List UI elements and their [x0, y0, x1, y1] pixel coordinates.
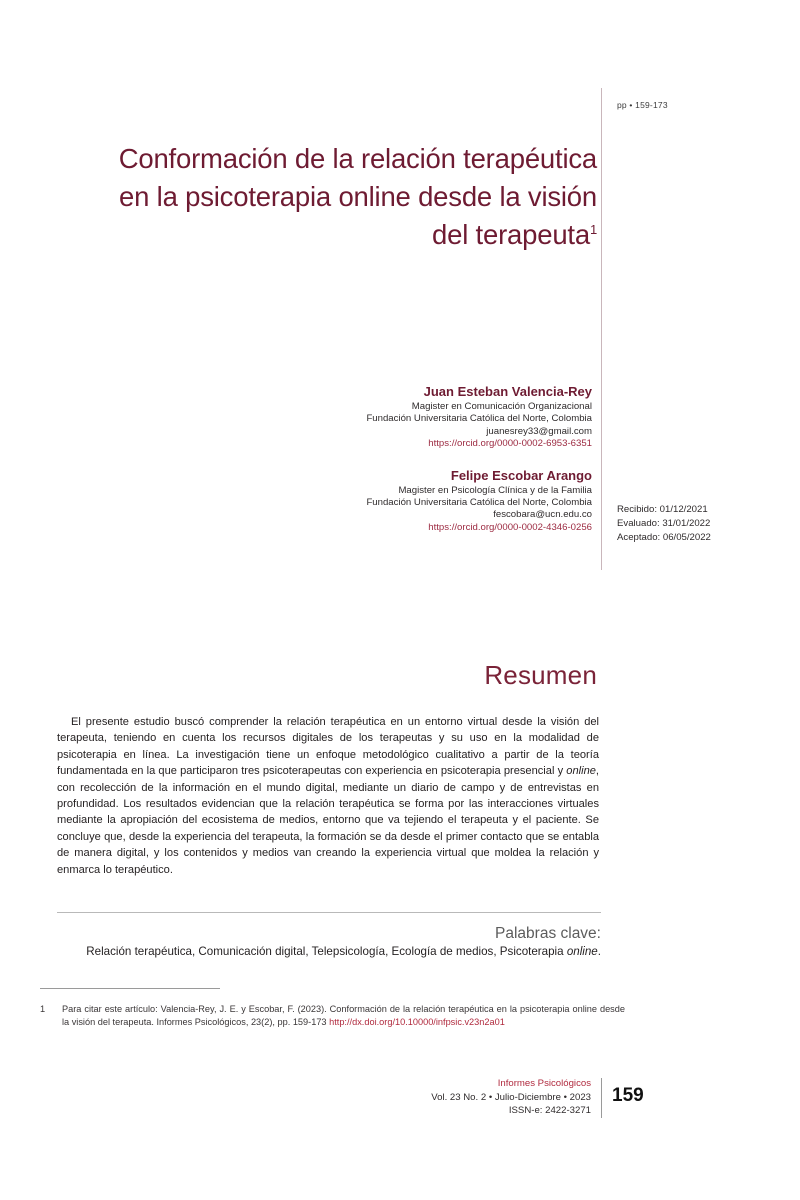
footer-divider	[601, 1078, 602, 1118]
footnote-marker: 1	[40, 1004, 46, 1014]
title-footnote-marker: 1	[589, 221, 597, 237]
author-name: Felipe Escobar Arango	[450, 467, 592, 483]
abstract-text-part-2: , con recolección de la información en el mundo digital, mediante un diario de campo y de entrevistas en profundidad. Los resultados evidencian que la relación terapéutica se forma por las interacciones virtuales mediante la apropiación del ecosistema de medios, entorno que va tejiendo el terapeuta y el paciente. Se concluye que, desde la experiencia del terapeuta, la formación se da desde el primer contacto que se entabla de manera digital, y los contenidos y medios van creando la experiencia virtual que moldea la relación y enmarca lo terapéutico.	[57, 765, 599, 876]
author-degree: Magister en Psicología Clínica y de la Familia	[398, 484, 592, 496]
footnote-doi-link[interactable]: http://dx.doi.org/10.10000/infpsic.v23n2a01	[329, 1017, 505, 1028]
author-affiliation: Fundación Universitaria Católica del Norte, Colombia	[366, 413, 592, 425]
footer-issn: ISSN-e: 2422-3271	[508, 1105, 591, 1117]
title-line-3: del terapeuta	[432, 219, 590, 250]
author-block	[200, 383, 592, 451]
date-evaluated: Evaluado: 31/01/2022	[617, 518, 711, 529]
keywords-list	[57, 944, 601, 961]
author-list	[200, 383, 592, 534]
footer-journal-name: Informes Psicológicos	[497, 1078, 591, 1089]
abstract-heading: Resumen	[484, 660, 597, 690]
date-accepted: Aceptado: 06/05/2022	[617, 532, 711, 543]
author-email[interactable]: fescobara@ucn.edu.co	[493, 509, 592, 521]
author-block	[200, 467, 592, 535]
page-number: 159	[612, 1085, 644, 1106]
page-footer	[300, 1077, 591, 1118]
footnote-divider	[40, 988, 220, 989]
keywords-period: .	[597, 945, 601, 958]
date-received: Recibido: 01/12/2021	[617, 504, 708, 515]
author-email[interactable]: juanesrey33@gmail.com	[486, 425, 592, 437]
author-affiliation: Fundación Universitaria Católica del Norte, Colombia	[366, 497, 592, 509]
right-margin-rule	[601, 88, 602, 570]
author-orcid-link[interactable]: https://orcid.org/0000-0002-4346-0256	[428, 521, 592, 533]
abstract-body	[57, 714, 599, 878]
page-title	[60, 140, 597, 254]
abstract-text-part-1: El presente estudio buscó comprender la relación terapéutica en un entorno virtual desde la visión del terapeuta, teniendo en cuenta los recursos digitales de los terapeutas y su uso en la modalidad de psicoterapia en línea. La investigación tiene un enfoque metodológico cualitativo a partir de la teoría fundamentada en la que participaron tres psicoterapeutas con experiencia en psicoterapia presencial y	[57, 716, 599, 778]
abstract-italic-online: online	[566, 765, 596, 778]
title-line-1: Conformación de la relación terapéutica	[118, 143, 597, 174]
footnote-text-wrapper	[62, 1003, 625, 1030]
title-line-2: en la psicoterapia online desde la visión	[119, 181, 597, 212]
keywords-text: Relación terapéutica, Comunicación digital, Telepsicología, Ecología de medios, Psicoterapia	[86, 945, 567, 958]
keywords-heading: Palabras clave:	[495, 925, 601, 942]
publication-dates	[617, 503, 711, 545]
author-orcid-link[interactable]: https://orcid.org/0000-0002-6953-6351	[428, 438, 592, 450]
keywords-italic-online: online	[566, 945, 598, 958]
footer-volume-info: Vol. 23 No. 2 • Julio-Diciembre • 2023	[431, 1091, 591, 1103]
author-degree: Magister en Comunicación Organizacional	[411, 401, 592, 412]
author-name: Juan Esteban Valencia-Rey	[423, 384, 592, 399]
footnote-citation	[40, 1003, 625, 1030]
keywords-divider	[57, 912, 601, 913]
running-head-page-range: pp • 159-173	[617, 100, 668, 110]
footnote-text: Para citar este artículo: Valencia-Rey, J. E. y Escobar, F. (2023). Conformación de la relación terapéutica en la psicoterapia online desde la visión del terapeuta. Informes Psicológicos, 23(2), pp. 159-173	[62, 1004, 625, 1028]
